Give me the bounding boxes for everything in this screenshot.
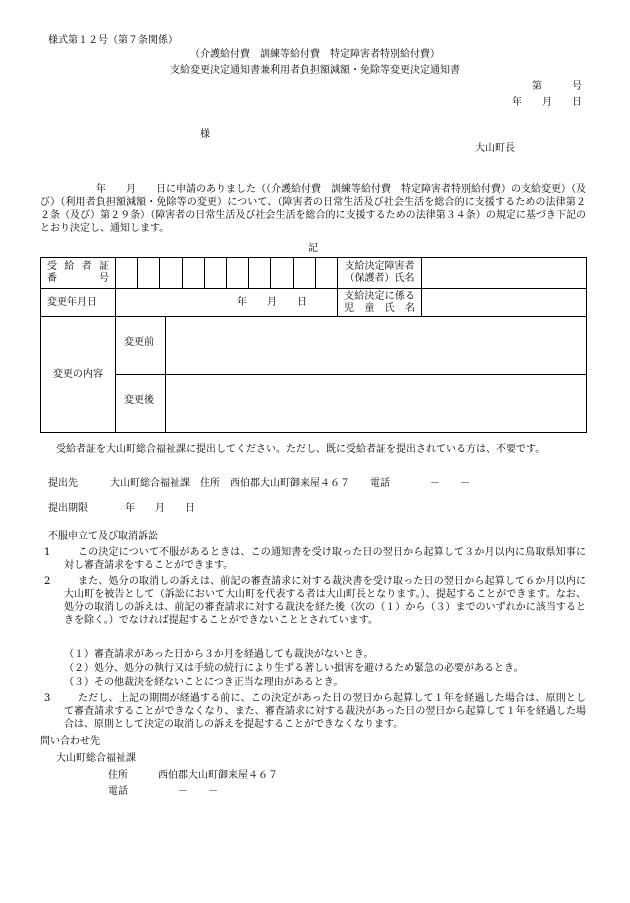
document-title: 支給変更決定通知書兼利用者負担額減額・免除等変更決定通知書: [170, 65, 460, 76]
deadline-value: 年 月 日: [125, 503, 195, 514]
appeal-item-2: また、処分の取消しの訴えは、前記の審査請求に対する裁決書を受け取った日の翌日から起算して６か月以内に大山町を被告として（訴訟において大山町を代表する者は大山町長となります。）、提起することができます。なお、処分の取消しの訴えは、前記の審査請求に対する裁決を経た後（次の（１）から（３）までのいずれかに該当するときを除く。）でなければ提起することができないこととされています。: [64, 576, 586, 626]
cert-number-cells[interactable]: [116, 258, 338, 289]
document-number: 第 号: [532, 81, 582, 92]
contact-phone-value: － －: [178, 786, 218, 797]
child-name-label: 支給決定に係る 児 童 氏 名: [338, 289, 422, 317]
form-number: 様式第１２号（第７条関係）: [48, 35, 178, 46]
appeal-item-1: この決定について不服があるときは、この通知書を受け取った日の翌日から起算して３か月以内に鳥取県知事に対し審査請求をすることができます。: [64, 547, 586, 571]
contact-department: 大山町総合福祉課: [56, 753, 136, 764]
change-content-label: 変更の内容: [41, 317, 116, 433]
appeal-sub-2: （２）処分、処分の執行又は手続の続行により生ずる著しい損害を避けるため緊急の必要があるとき。: [64, 663, 524, 674]
appeal-item-number: 2: [44, 576, 51, 587]
decision-table: [40, 257, 587, 433]
contact-heading: 問い合わせ先: [40, 736, 100, 747]
child-name-field[interactable]: [422, 289, 587, 317]
contact-address-label: 住所: [108, 770, 128, 781]
appeal-item-3: ただし、上記の期間が経過する前に、この決定があった日の翌日から起算して１年を経過した場合は、原則として審査請求することができなくなり、また、審査請求に対する裁決があった日の翌日から起算して１年を経過した場合は、原則として決定の取消しの訴えを提起することができなくなります。: [64, 693, 586, 730]
cert-number-label: 受 給 者 証 番 号: [41, 258, 116, 289]
appeal-item-number: 3: [44, 693, 51, 704]
appeal-sub-3: （３）その他裁決を経ないことにつき正当な理由があるとき。: [64, 677, 344, 688]
after-label: 変更後: [116, 375, 166, 433]
beneficiary-name-field[interactable]: [422, 258, 587, 289]
appeal-sub-1: （１）審査請求があった日から３か月を経過しても裁決がないとき。: [64, 649, 374, 660]
contact-phone-label: 電話: [108, 786, 128, 797]
before-field[interactable]: [166, 317, 587, 375]
change-date-field[interactable]: 年 月 日: [116, 289, 338, 317]
submit-notice: 受給者証を大山町総合福祉課に提出してください。ただし、既に受給者証を提出されている方は、不要です。: [56, 444, 546, 455]
contact-address-value: 西伯郡大山町御来屋４６７: [158, 770, 278, 781]
submit-to-label: 提出先: [48, 478, 78, 489]
after-field[interactable]: [166, 375, 587, 433]
submit-to-value: 大山町総合福祉課 住所 西伯郡大山町御来屋４６７ 電話 － －: [110, 478, 470, 489]
appeal-item-number: 1: [44, 547, 51, 558]
change-date-label: 変更年月日: [41, 289, 116, 317]
document-subtitle: （介護給付費 訓練等給付費 特定障害者特別給付費）: [190, 49, 440, 60]
beneficiary-name-label: 支給決定障害者 （保護者）氏名: [338, 258, 422, 289]
intro-paragraph: 年 月 日に申請のありました（（介護給付費 訓練等給付費 特定障害者特別給付費）の支給変更）（及び）（利用者負担額減額・免除等の変更）について、（障害者の日常生活及び社会生活を総合的に支援するための法律第２２条（及び）第２９条）（障害者の日常生活及び社会生活を総合的に支援するための法律第３４条）の規定に基づき下記のとおり決定し、通知します。: [40, 184, 586, 234]
issue-date: 年 月 日: [512, 97, 582, 108]
before-label: 変更前: [116, 317, 166, 375]
recipient-suffix: 様: [200, 129, 210, 140]
deadline-label: 提出期限: [48, 503, 88, 514]
issuer-name: 大山町長: [475, 143, 515, 154]
ki-label: 記: [308, 243, 318, 254]
appeal-heading: 不服申立て及び取消訴訟: [48, 531, 158, 542]
